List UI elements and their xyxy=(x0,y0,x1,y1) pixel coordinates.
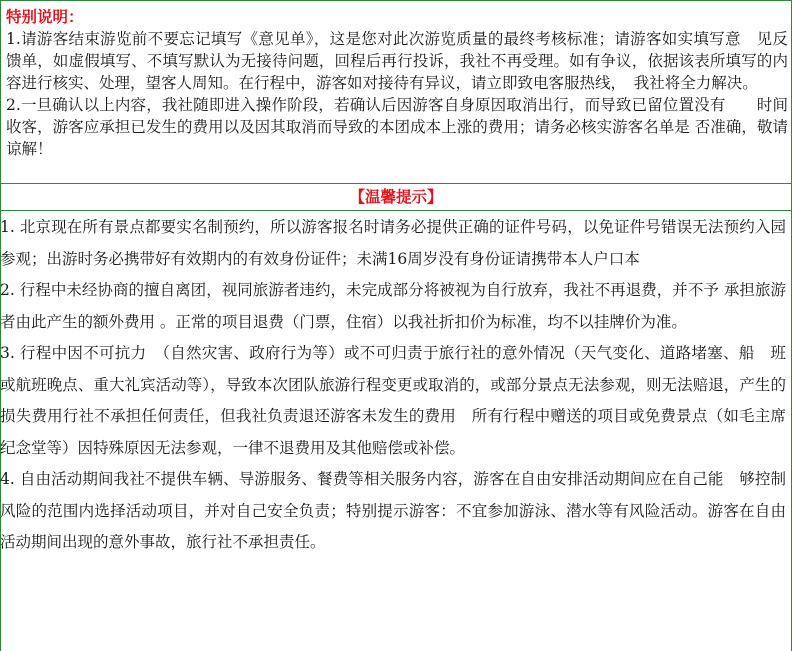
special-notice-section xyxy=(6,6,788,160)
notice-paragraph-1: 1.请游客结束游览前不要忘记填写《意见单》，这是您对此次游览质量的最终考核标准；请游客如实填写意 见反馈单，如虚假填写、不填写默认为无接待问题，回程后再行投诉，我社不再受理。如有争议，依据该表所填写的内容进行核实、处理，望客人周知。在行程中，游客如对接待有异议，请立即致电客服热线， 我社将全力解决。 xyxy=(6,30,788,92)
tip-item-4: 4. 自由活动期间我社不提供车辆、导游服务、餐费等相关服务内容，游客在自由安排活动期间应在自己能 够控制风险的范围内选择活动项目，并对自己安全负责；特别提示游客：不宜参加游泳、潜水等有风险活动。游客在自由活动期间出现的意外事故，旅行社不承担责任。 xyxy=(0,470,786,551)
section-divider-bottom xyxy=(0,210,792,211)
special-notice-title: 特别说明： xyxy=(6,7,84,26)
cropped-text-row xyxy=(60,1,420,5)
top-rule xyxy=(0,0,792,5)
tips-section xyxy=(0,212,786,559)
notice-paragraph-2: 2.一旦确认以上内容，我社随即进入操作阶段，若确认后因游客自身原因取消出行，而导致已留位置没有 时间收客，游客应承担已发生的费用以及因其取消而导致的本团成本上涨的费用；请务必核实游客名单是 否准确，敬请谅解！ xyxy=(6,96,788,158)
tip-item-1: 1. 北京现在所有景点都要实名制预约，所以游客报名时请务必提供正确的证件号码，以免证件号错误无法预约入园参观；出游时务必携带好有效期内的有效身份证件；未满16周岁没有身份证请携带本人户口本 xyxy=(0,218,786,268)
tip-item-2: 2. 行程中未经协商的擅自离团，视同旅游者违约，未完成部分将被视为自行放弃，我社不再退费，并不予 承担旅游者由此产生的额外费用 。正常的项目退费（门票，住宿）以我社折扣价为标准，均不以挂牌价为准。 xyxy=(0,281,786,331)
tip-item-3: 3. 行程中因不可抗力 （自然灾害、政府行为等）或不可归责于旅行社的意外情况（天气变化、道路堵塞、船 班或航班晚点、重大礼宾活动等），导致本次团队旅游行程变更或取消的，或部分景点无法参观，则无法赔退，产生的损失费用行社不承担任何责任，但我社负责退还游客未发生的费用 所有行程中赠送的项目或免费景点（如毛主席纪念堂等）因特殊原因无法参观，一律不退费用及其他赔偿或补偿。 xyxy=(0,344,786,457)
tips-title: 【温馨提示】 xyxy=(349,187,443,206)
